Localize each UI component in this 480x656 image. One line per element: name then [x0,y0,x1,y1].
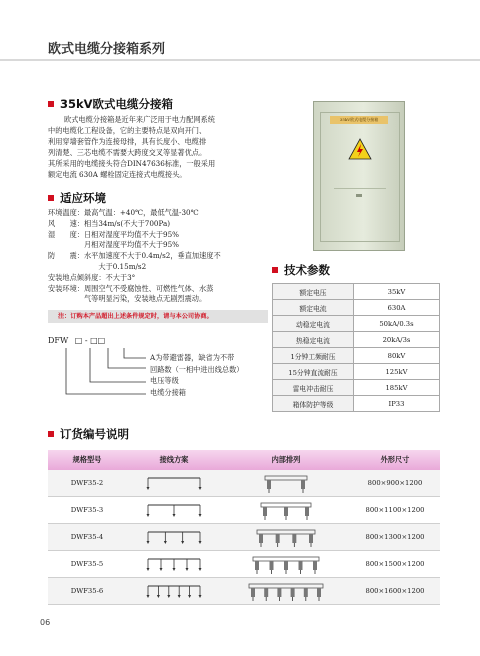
bullet-square-icon [272,267,278,273]
wiring-scheme-diagram [144,554,204,574]
model-cell: DWF35-4 [70,533,104,541]
param-value: 80kV [354,348,440,364]
environment-list [48,208,278,305]
desc-line: 其所采用的电缆接头符合DIN47636标准，一般采用 [48,159,216,168]
param-value: 630A [354,300,440,316]
table-row [273,348,440,364]
arrangement-cell [222,524,350,550]
table-row [273,380,440,396]
param-name: 动稳定电流 [273,316,354,332]
tech-heading [272,262,330,278]
model-code-connector-lines [60,346,150,402]
model-cell: DWF35-2 [70,479,104,487]
size-cell: 800×1600×1200 [365,587,425,595]
title-divider [0,59,480,61]
env-line: 环境温度：最高气温：+40℃，最低气温-30℃ [48,208,199,217]
cabinet-illustration [313,101,405,251]
order-table [48,450,440,605]
wiring-scheme-diagram [144,581,204,601]
size-cell: 800×900×1200 [367,479,423,487]
order-heading-text: 订货编号说明 [60,427,129,441]
wiring-scheme-diagram [144,473,204,493]
env-line: 湿 度：日相对湿度平均值不大于95% [48,229,179,239]
internal-arrangement-diagram [247,580,325,602]
table-row [48,497,440,524]
table-row [273,332,440,348]
table-row [48,524,440,551]
column-header: 规格型号 [72,455,102,464]
internal-arrangement-diagram [263,472,309,494]
cabinet-seam [334,188,386,189]
order-table-header [48,450,440,470]
model-code-legend [150,352,243,398]
desc-line: 利用穿墙套管作为连接母排，具有长度小、电缆排 [48,137,207,146]
product-heading [48,96,173,112]
table-row [48,551,440,578]
model-item: 回路数（一相中进出线总数） [150,364,244,374]
param-value: 20kA/3s [354,332,440,348]
product-heading-text: 35kV欧式电缆分接箱 [60,97,174,111]
param-value: 35kV [354,284,440,300]
param-name: 热稳定电流 [273,332,354,348]
env-line: 安装环境：周围空气不受腐蚀性、可燃性气体、水蒸 [48,283,214,293]
page-number: 06 [40,618,51,627]
arrangement-cell [222,578,350,604]
table-row [273,284,440,300]
wiring-scheme-diagram [144,527,204,547]
desc-line: 列清楚、三芯电缆不需要大跨度交叉等显著优点。 [48,148,207,157]
cabinet-nameplate: 35kV欧式电缆分接箱 [330,116,388,124]
param-name: 额定电压 [273,284,354,300]
desc-line: 额定电流 630A 螺栓固定连接式电缆接头。 [48,170,187,179]
param-name: 箱体防护等级 [273,396,354,412]
table-row [273,396,440,412]
bullet-square-icon [48,431,54,437]
env-line: 安装地点倾斜度：不大于3° [48,272,136,282]
model-cell: DWF35-5 [70,560,104,568]
tech-params-table [272,283,440,412]
product-description [48,114,278,180]
tech-heading-text: 技术参数 [284,263,330,277]
cabinet-handle [356,194,362,197]
param-value: IP33 [354,396,440,412]
model-item: 电压等级 [150,376,179,385]
model-item: A为带避雷器，缺省为不带 [150,353,235,362]
environment-heading [48,190,106,206]
table-row [48,578,440,605]
model-prefix: DFW [48,336,69,345]
wiring-cell [126,551,222,577]
model-cell: DWF35-6 [70,587,104,595]
desc-line: 中的电缆化工程设备，它的主要特点是双向开门、 [48,126,207,135]
bullet-square-icon [48,101,54,107]
internal-arrangement-diagram [255,526,317,548]
environment-heading-text: 适应环境 [60,191,106,205]
table-row [273,300,440,316]
high-voltage-warning-icon [348,138,372,160]
model-code [48,336,105,345]
param-value: 185kV [354,380,440,396]
wiring-cell [126,578,222,604]
table-row [273,364,440,380]
order-heading [48,426,129,442]
model-boxes: □ - □□ [74,336,106,345]
param-value: 125kV [354,364,440,380]
size-cell: 800×1100×1200 [365,506,425,514]
arrangement-cell [222,551,350,577]
column-header: 外形尺寸 [380,455,410,464]
env-line: 月相对湿度平均值不大于95% [48,240,179,250]
bullet-square-icon [48,195,54,201]
table-row [48,470,440,497]
wiring-cell [126,470,222,496]
size-cell: 800×1500×1200 [365,560,425,568]
desc-line: 欧式电缆分接箱是近年来广泛用于电力配网系统 [64,115,215,124]
model-cell: DWF35-3 [70,506,104,514]
arrangement-cell [222,497,350,523]
wiring-scheme-diagram [144,500,204,520]
param-name: 额定电流 [273,300,354,316]
param-name: 雷电冲击耐压 [273,380,354,396]
param-name: 15分钟直流耐压 [273,364,354,380]
internal-arrangement-diagram [259,499,313,521]
page-title: 欧式电缆分接箱系列 [48,42,166,57]
wiring-cell [126,497,222,523]
env-line: 防 震：水平加速度不大于0.4m/s2，垂直加速度不 [48,251,221,261]
model-item: 电缆分接箱 [150,387,186,397]
param-value: 50kA/0.3s [354,316,440,332]
column-header: 内部排列 [271,455,301,464]
notice-banner: 注：订购本产品超出上述条件规定时，请与本公司协商。 [48,310,268,323]
table-row [273,316,440,332]
internal-arrangement-diagram [251,553,321,575]
column-header: 接线方案 [159,455,189,464]
env-line: 气等明显污染，安装地点无剧烈震动。 [48,294,207,304]
env-line: 大于0.15m/s2 [48,261,147,271]
arrangement-cell [222,470,350,496]
order-table-body [48,470,440,605]
wiring-cell [126,524,222,550]
env-line: 风 速：相当34m/s(不大于700Pa) [48,218,171,228]
size-cell: 800×1300×1200 [365,533,425,541]
param-name: 1分钟工频耐压 [273,348,354,364]
cabinet-door [320,112,400,242]
